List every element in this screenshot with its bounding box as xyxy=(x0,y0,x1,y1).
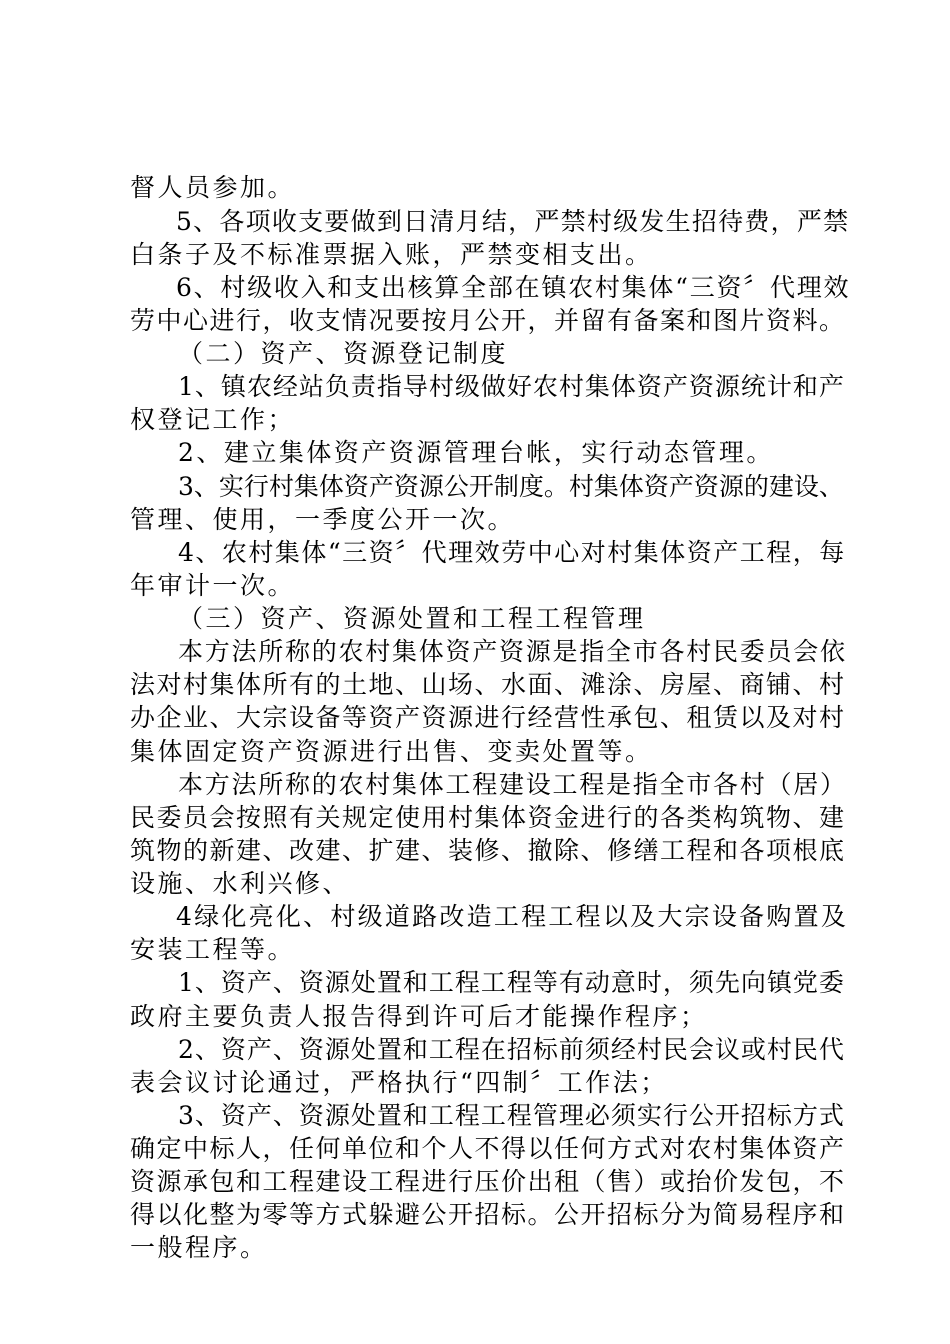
text-line-32: 得以化整为零等方式躲避公开招标。公开招标分为简易程序和 xyxy=(130,1200,846,1229)
text-line-21: 筑物的新建、改建、扩建、装修、撤除、修缮工程和各项根底 xyxy=(130,836,846,865)
text-line-10: 3、实行村集体资产资源公开制度。村集体资产资源的建设、 xyxy=(178,472,844,501)
text-line-19: 本方法所称的农村集体工程建设工程是指全市各村（居） xyxy=(178,770,847,799)
text-line-26: 政府主要负责人报告得到许可后才能操作程序； xyxy=(130,1002,708,1031)
text-line-7: 1、镇农经站负责指导村级做好农村集体资产资源统计和产 xyxy=(178,372,845,401)
text-line-33: 一般程序。 xyxy=(130,1233,268,1262)
text-line-29: 3、资产、资源处置和工程工程管理必须实行公开招标方式 xyxy=(178,1101,845,1130)
text-line-1: 督人员参加。 xyxy=(130,173,296,202)
text-line-18: 集体固定资产资源进行出售、变卖处置等。 xyxy=(130,737,653,766)
text-line-28: 表会议讨论通过，严格执行“四制〞工作法； xyxy=(130,1068,668,1097)
text-line-24: 安装工程等。 xyxy=(130,935,296,964)
text-line-22: 设施、水利兴修、 xyxy=(130,869,351,898)
section-heading-2: （二）资产、资源登记制度 xyxy=(178,339,509,368)
text-line-4: 6、村级收入和支出核算全部在镇农村集体“三资〞代理效 xyxy=(176,273,851,302)
text-line-27: 2、资产、资源处置和工程在招标前须经村民会议或村民代 xyxy=(178,1035,845,1064)
text-line-25: 1、资产、资源处置和工程工程等有动意时，须先向镇党委 xyxy=(178,968,845,997)
text-line-20: 民委员会按照有关规定使用村集体资金进行的各类构筑物、建 xyxy=(130,803,846,832)
text-line-5: 劳中心进行，收支情况要按月公开，并留有备案和图片资料。 xyxy=(130,306,846,335)
text-line-2: 5、各项收支要做到日清月结，严禁村级发生招待费，严禁 xyxy=(176,207,850,236)
text-line-11: 管理、使用，一季度公开一次。 xyxy=(130,505,516,534)
text-line-31: 资源承包和工程建设工程进行压价出租（售）或抬价发包，不 xyxy=(130,1167,846,1196)
text-line-17: 办企业、大宗设备等资产资源进行经营性承包、租赁以及对村 xyxy=(130,703,846,732)
text-line-13: 年审计一次。 xyxy=(130,571,296,600)
text-line-23: 4绿化亮化、村级道路改造工程工程以及大宗设备购置及 xyxy=(176,902,849,931)
text-line-15: 本方法所称的农村集体资产资源是指全市各村民委员会依 xyxy=(178,637,847,666)
text-line-12: 4、农村集体“三资〞代理效劳中心对村集体资产工程，每 xyxy=(178,538,846,567)
text-line-30: 确定中标人，任何单位和个人不得以任何方式对农村集体资产 xyxy=(130,1134,846,1163)
text-line-3: 白条子及不标准票据入账，严禁变相支出。 xyxy=(130,240,653,269)
text-line-9: 2、建立集体资产资源管理台帐，实行动态管理。 xyxy=(178,438,774,467)
text-line-16: 法对村集体所有的土地、山场、水面、滩涂、房屋、商铺、村 xyxy=(130,670,846,699)
text-line-8: 权登记工作； xyxy=(130,405,296,434)
section-heading-3: （三）资产、资源处置和工程工程管理 xyxy=(178,604,646,633)
